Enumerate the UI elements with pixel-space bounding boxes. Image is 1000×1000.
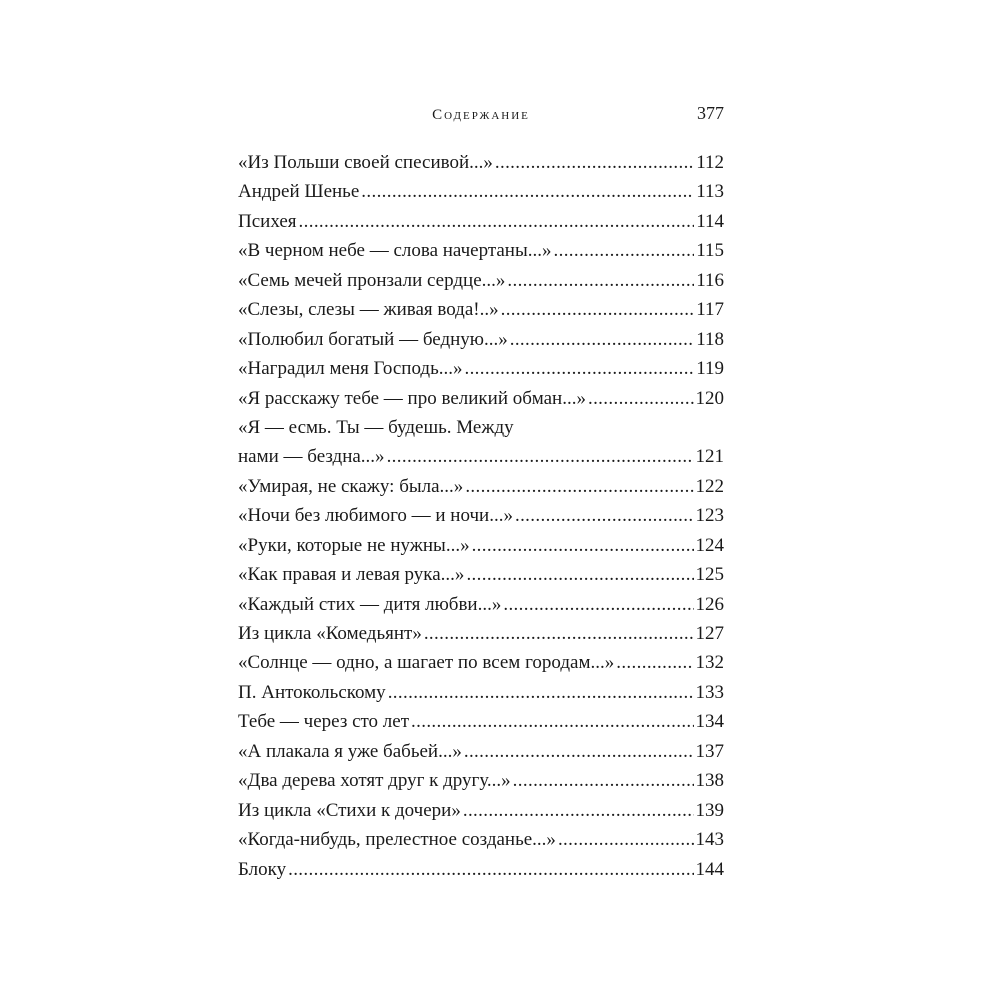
toc-leader-dots [288, 855, 693, 884]
toc-leader-dots [299, 207, 695, 236]
toc-entry-page: 124 [695, 534, 724, 556]
toc-leader-dots [465, 472, 693, 501]
toc-entry-page: 137 [695, 740, 724, 762]
toc-entry-page: 132 [695, 652, 724, 674]
toc-entry-page: 125 [695, 564, 724, 586]
toc-leader-dots [507, 266, 694, 295]
toc-leader-dots [510, 325, 694, 354]
toc-entry [238, 678, 724, 707]
toc-entry [238, 472, 724, 501]
toc-entry-title: «Солнце — одно, а шагает по всем городам...» [238, 652, 615, 674]
toc-leader-dots [387, 442, 694, 471]
toc-entry-page: 133 [695, 681, 724, 703]
toc-entry-title: Андрей Шенье [238, 181, 360, 203]
toc-entry-page: 134 [695, 711, 724, 733]
toc-entry [238, 825, 724, 854]
toc-entry-title: «А плакала я уже бабьей...» [238, 740, 462, 762]
toc-entry-title: «Умирая, не скажу: была...» [238, 475, 464, 497]
toc-entry-title: Психея [238, 210, 297, 232]
toc-entry-title: «В черном небе — слова начертаны...» [238, 240, 552, 262]
toc-entry-title-first-line: «Я — есмь. Ты — будешь. Между [238, 416, 514, 438]
toc-entry-page: 117 [696, 299, 724, 321]
toc-leader-dots [495, 148, 694, 177]
toc-entry-title: «Руки, которые не нужны...» [238, 534, 470, 556]
toc-leader-dots [411, 707, 693, 736]
toc-leader-dots [513, 766, 694, 795]
toc-entry-title: Блоку [238, 858, 287, 880]
toc-entry-page: 118 [696, 328, 724, 350]
toc-entry-page: 144 [695, 858, 724, 880]
toc-leader-dots [588, 384, 694, 413]
toc-entry [238, 855, 724, 884]
toc-entry-page: 115 [696, 240, 724, 262]
toc-entry [238, 531, 724, 560]
toc-entry-title: «Каждый стих — дитя любви...» [238, 593, 502, 615]
running-head [238, 103, 724, 129]
toc-entry [238, 354, 724, 383]
toc-entry-title: «Я расскажу тебе — про великий обман...» [238, 387, 586, 409]
toc-leader-dots [472, 531, 694, 560]
toc-entry-page: 120 [695, 387, 724, 409]
toc-entry-title: Тебе — через сто лет [238, 711, 410, 733]
toc-entry [238, 707, 724, 736]
toc-leader-dots [554, 236, 695, 265]
toc-entry-title: нами — бездна...» [238, 446, 385, 468]
toc-entry [238, 384, 724, 413]
toc-entry-title: «Семь мечей пронзали сердце...» [238, 269, 506, 291]
toc-leader-dots [361, 177, 694, 206]
toc-entry [238, 148, 724, 177]
toc-entry [238, 236, 724, 265]
toc-entry [238, 590, 724, 619]
running-title: Содержание [432, 107, 530, 123]
table-of-contents [238, 148, 724, 884]
toc-entry-title: Из цикла «Стихи к дочери» [238, 799, 461, 821]
toc-entry-page: 114 [696, 210, 724, 232]
toc-entry-page: 122 [695, 475, 724, 497]
toc-entry-page: 138 [695, 770, 724, 792]
toc-leader-dots [464, 354, 694, 383]
toc-leader-dots [503, 590, 693, 619]
toc-leader-dots [616, 648, 693, 677]
toc-entry [238, 177, 724, 206]
toc-entry-page: 126 [695, 593, 724, 615]
toc-entry-title: «Ночи без любимого — и ночи...» [238, 505, 513, 527]
toc-entry-page: 123 [695, 505, 724, 527]
toc-leader-dots [515, 501, 694, 530]
toc-leader-dots [466, 560, 693, 589]
toc-entry [238, 796, 724, 825]
toc-leader-dots [463, 796, 694, 825]
toc-leader-dots [558, 825, 694, 854]
toc-entry [238, 442, 724, 471]
toc-entry [238, 619, 724, 648]
toc-entry-title: «Полюбил богатый — бедную...» [238, 328, 508, 350]
toc-entry [238, 501, 724, 530]
toc-entry [238, 325, 724, 354]
toc-entry [238, 766, 724, 795]
toc-entry-title: «Наградил меня Господь...» [238, 358, 463, 380]
toc-leader-dots [388, 678, 694, 707]
toc-entry-page: 121 [695, 446, 724, 468]
toc-entry-title: П. Антокольскому [238, 681, 386, 703]
toc-leader-dots [464, 737, 694, 766]
page-number: 377 [697, 103, 724, 123]
toc-entry-title: «Из Польши своей спесивой...» [238, 152, 493, 173]
toc-entry-page: 112 [696, 152, 724, 173]
toc-entry [238, 648, 724, 677]
toc-entry-title: «Как правая и левая рука...» [238, 564, 465, 586]
toc-entry-page: 113 [696, 181, 724, 203]
toc-entry-page: 127 [695, 623, 724, 644]
toc-leader-dots [424, 619, 694, 648]
toc-entry [238, 560, 724, 589]
toc-entry [238, 737, 724, 766]
toc-entry-page: 139 [695, 799, 724, 821]
toc-entry-page: 116 [696, 269, 724, 291]
toc-entry [238, 266, 724, 295]
toc-entry-title: «Слезы, слезы — живая вода!..» [238, 299, 499, 321]
toc-entry-page: 119 [696, 358, 724, 380]
toc-entry [238, 207, 724, 236]
toc-entry-title: Из цикла «Комедьянт» [238, 623, 422, 644]
toc-entry-page: 143 [695, 829, 724, 851]
toc-entry-title: «Когда-нибудь, прелестное созданье...» [238, 829, 556, 851]
toc-leader-dots [501, 295, 695, 324]
toc-entry-title: «Два дерева хотят друг к другу...» [238, 770, 511, 792]
toc-entry [238, 295, 724, 324]
